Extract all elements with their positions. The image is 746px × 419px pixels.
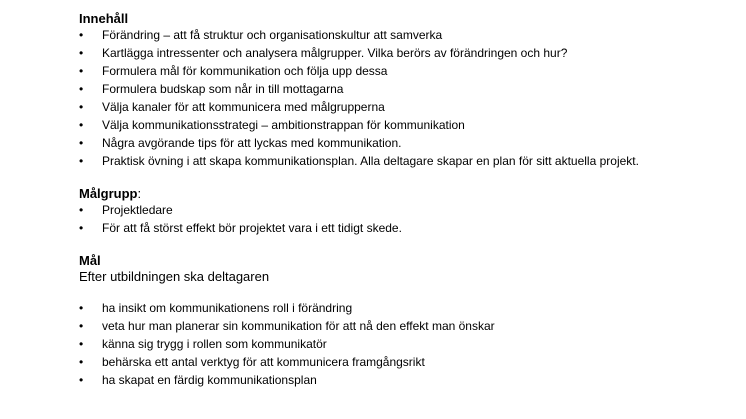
bullet-icon: •: [79, 118, 84, 132]
bullet-icon: •: [79, 319, 84, 333]
bullet-icon: •: [79, 373, 84, 387]
bullet-icon: •: [79, 337, 84, 351]
list-item-text: Några avgörande tips för att lyckas med kommunikation.: [102, 136, 402, 150]
list-item: [79, 100, 739, 115]
bullet-icon: •: [79, 154, 84, 168]
list-item: [79, 203, 739, 218]
bullet-icon: •: [79, 46, 84, 60]
bullet-icon: •: [79, 82, 84, 96]
list-item-text: Förändring – att få struktur och organisationskultur att samverka: [102, 28, 443, 42]
list-item-text: Kartlägga intressenter och analysera målgrupper. Vilka berörs av förändringen och hur?: [102, 46, 568, 60]
list-item: [79, 28, 739, 43]
bullet-icon: •: [79, 100, 84, 114]
list-item-text: Praktisk övning i att skapa kommunikationsplan. Alla deltagare skapar en plan för sitt aktuella projekt.: [102, 154, 639, 168]
list-item: [79, 118, 739, 133]
list-item: [79, 319, 739, 334]
list-item-text: ha skapat en färdig kommunikationsplan: [102, 373, 317, 387]
list-item-text: Välja kanaler för att kommunicera med målgrupperna: [102, 100, 385, 114]
list-item-text: Formulera budskap som når in till mottagarna: [102, 82, 344, 96]
innehall-list: [79, 28, 739, 169]
mal-list: [79, 301, 739, 388]
section-mal: [79, 253, 739, 388]
section-malgrupp: [79, 186, 739, 236]
section-innehall: [79, 11, 739, 169]
list-item: [79, 355, 739, 370]
list-item: [79, 136, 739, 151]
list-item-text: Formulera mål för kommunikation och följa upp dessa: [102, 64, 388, 78]
list-item: [79, 46, 739, 61]
list-item: [79, 82, 739, 97]
list-item: [79, 373, 739, 388]
list-item: [79, 154, 739, 169]
list-item-text: veta hur man planerar sin kommunikation för att nå den effekt man önskar: [102, 319, 495, 333]
malgrupp-heading-colon: :: [137, 186, 142, 201]
list-item: [79, 301, 739, 316]
bullet-icon: •: [79, 301, 84, 315]
list-item: [79, 64, 739, 79]
list-item-text: ha insikt om kommunikationens roll i förändring: [102, 301, 353, 315]
list-item-text: känna sig trygg i rollen som kommunikatör: [102, 337, 327, 351]
list-item-text: Projektledare: [102, 203, 173, 217]
list-item-text: behärska ett antal verktyg för att kommunicera framgångsrikt: [102, 355, 425, 369]
document-body: [79, 11, 739, 391]
section-heading-mal: Mål: [79, 253, 101, 268]
malgrupp-list: [79, 203, 739, 236]
bullet-icon: •: [79, 203, 84, 217]
list-item-text: Välja kommunikationsstrategi – ambitionstrappan för kommunikation: [102, 118, 465, 132]
malgrupp-heading-text: Målgrupp: [79, 186, 138, 201]
section-heading-malgrupp: [79, 186, 739, 202]
bullet-icon: •: [79, 221, 84, 235]
list-item: [79, 221, 739, 236]
list-item: [79, 337, 739, 352]
section-heading-innehall: Innehåll: [79, 11, 129, 26]
bullet-icon: •: [79, 355, 84, 369]
mal-intro: Efter utbildningen ska deltagaren: [79, 269, 270, 284]
bullet-icon: •: [79, 136, 84, 150]
bullet-icon: •: [79, 28, 84, 42]
bullet-icon: •: [79, 64, 84, 78]
list-item-text: För att få störst effekt bör projektet vara i ett tidigt skede.: [102, 221, 402, 235]
